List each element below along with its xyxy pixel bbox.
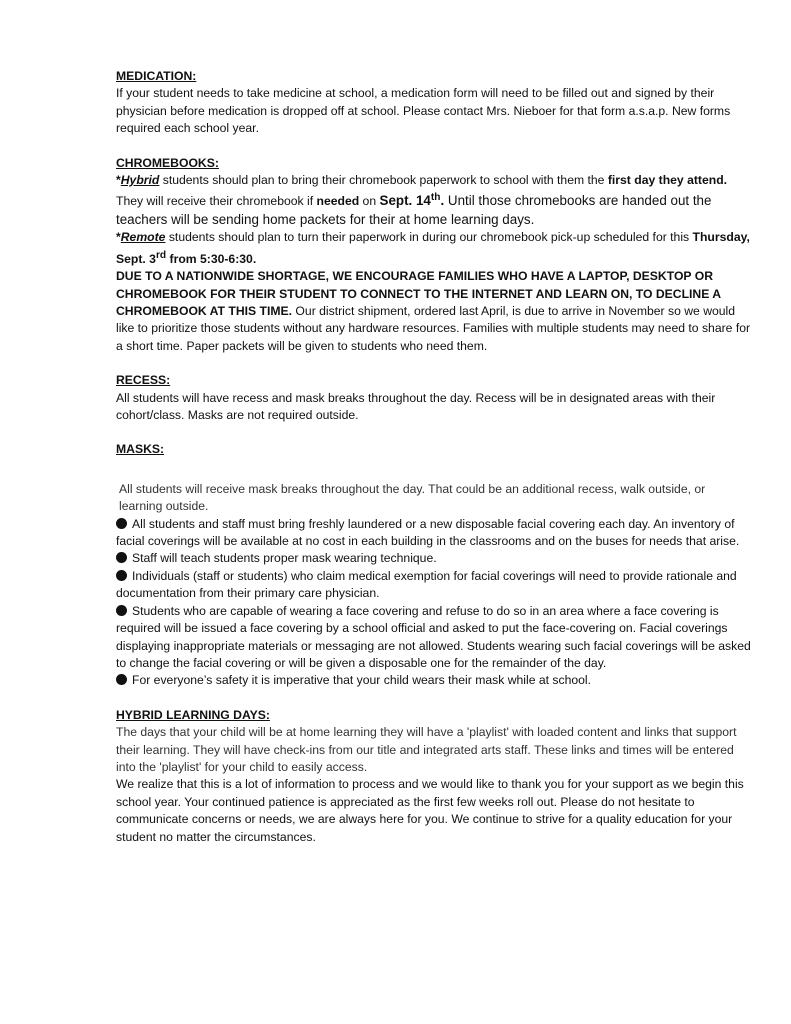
- spacer: [116, 459, 751, 481]
- remote-sup: rd: [155, 249, 167, 261]
- remote-star: *: [116, 230, 121, 245]
- bullet-icon: [116, 605, 127, 616]
- chromebooks-heading: CHROMEBOOKS:: [116, 155, 219, 170]
- hybrid-label: Hybrid: [120, 173, 160, 188]
- chromebooks-shortage-paragraph: [116, 268, 751, 355]
- recess-body: All students will have recess and mask breaks throughout the day. Recess will be in designated areas with their cohort/class. Masks are not required outside.: [116, 390, 716, 423]
- masks-bullet-text: All students and staff must bring freshly laundered or a new disposable facial covering each day. An inventory of facial coverings will be available at no cost in each building in the classrooms and on the buses for needs that arise.: [116, 516, 740, 549]
- remote-text: students should plan to turn their paperwork in during our chromebook pick-up scheduled for this: [165, 230, 693, 245]
- masks-bullet: [116, 516, 751, 551]
- hybrid-star: *: [116, 173, 121, 188]
- shortage-text: Our district shipment, ordered last April, is due to arrive in November so we would like to prioritize those students without any hardware resources. Families with multiple students may need to share for a short time. Paper packets will be given to students who need them.: [116, 304, 751, 353]
- medication-body: If your student needs to take medicine at school, a medication form will need to be filled out and signed by their physician before medication is dropped off at school. Please contact Mrs. Nieboer for that form a.s.a.p. New forms required each school year.: [116, 86, 731, 136]
- masks-intro: All students will receive mask breaks throughout the day. That could be an additional recess, walk outside, or learning outside.: [119, 481, 706, 514]
- masks-bullet: [116, 568, 751, 603]
- hybrid-text-2: They will receive their chromebook if: [116, 194, 317, 209]
- spacer: [116, 138, 751, 155]
- hybrid-days-heading: HYBRID LEARNING DAYS:: [116, 707, 270, 722]
- masks-section: [116, 441, 751, 689]
- masks-bullet-text: Individuals (staff or students) who claim medical exemption for facial coverings will need to provide rationale and documentation from their primary care physician.: [116, 568, 737, 601]
- hybrid-bold-4: .: [440, 193, 445, 209]
- medication-section: [116, 68, 751, 138]
- hybrid-sup: th: [430, 192, 441, 204]
- spacer: [116, 424, 751, 441]
- recess-section: [116, 372, 751, 424]
- masks-bullet: [116, 603, 751, 673]
- spacer: [116, 690, 751, 707]
- remote-bold-2: from 5:30-6:30.: [166, 251, 257, 266]
- remote-bold-1: Thursday, Sept. 3: [116, 230, 750, 266]
- bullet-icon: [116, 570, 127, 581]
- bullet-icon: [116, 552, 127, 563]
- hybrid-days-body: The days that your child will be at home learning they will have a 'playlist' with loaded content and links that support their learning. They will have check-ins from our title and integrated arts staff. These links and times will be entered into the 'playlist' for your child to easily access.: [116, 725, 737, 774]
- recess-heading: RECESS:: [116, 373, 171, 388]
- hybrid-days-section: [116, 707, 751, 846]
- masks-bullet-text: Staff will teach students proper mask wearing technique.: [132, 551, 437, 566]
- closing-paragraph: We realize that this is a lot of information to process and we would like to thank you for your support as we begin this school year. Your continued patience is appreciated as the first few weeks roll out. Please do not hesitate to communicate concerns or needs, we are always here for you. We continue to strive for a quality education for your student no matter the circumstances.: [116, 777, 744, 844]
- shortage-bold: DUE TO A NATIONWIDE SHORTAGE, WE ENCOURAGE FAMILIES WHO HAVE A LAPTOP, DESKTOP OR CHROMEBOOK FOR THEIR STUDENT TO CONNECT TO THE INTERNET AND LEARN ON, TO DECLINE A CHROMEBOOK AT THIS TIME.: [116, 269, 721, 318]
- hybrid-bold-2: needed: [316, 194, 360, 209]
- chromebooks-section: [116, 155, 751, 356]
- hybrid-text-1: students should plan to bring their chromebook paperwork to school with them the: [159, 173, 608, 188]
- remote-label: Remote: [120, 230, 166, 245]
- chromebooks-remote-paragraph: [116, 229, 751, 268]
- hybrid-text-3: on: [359, 194, 380, 209]
- medication-heading: MEDICATION:: [116, 69, 197, 83]
- bullet-icon: [116, 674, 127, 685]
- bullet-icon: [116, 518, 127, 529]
- hybrid-text-4: Until those chromebooks are handed out the teachers will be sending home packets for their at home learning days.: [116, 193, 712, 227]
- masks-bullet: [116, 550, 751, 567]
- hybrid-bold-1: first day they attend.: [607, 173, 728, 188]
- hybrid-bold-3: Sept. 14: [379, 193, 431, 209]
- spacer: [116, 355, 751, 372]
- masks-bullet: [116, 672, 751, 689]
- masks-bullet-text: For everyone’s safety it is imperative that your child wears their mask while at school.: [132, 673, 592, 688]
- masks-heading: MASKS:: [116, 442, 165, 457]
- masks-bullet-text: Students who are capable of wearing a face covering and refuse to do so in an area where a face covering is required will be issued a face covering by a school official and asked to put the face-covering on. Facial coverings displaying inappropriate materials or messaging are not allowed. Students wearing such facial coverings will be asked to change the facial covering or will be given a disposable one for the remainder of the day.: [116, 603, 751, 670]
- chromebooks-hybrid-paragraph: [116, 172, 751, 229]
